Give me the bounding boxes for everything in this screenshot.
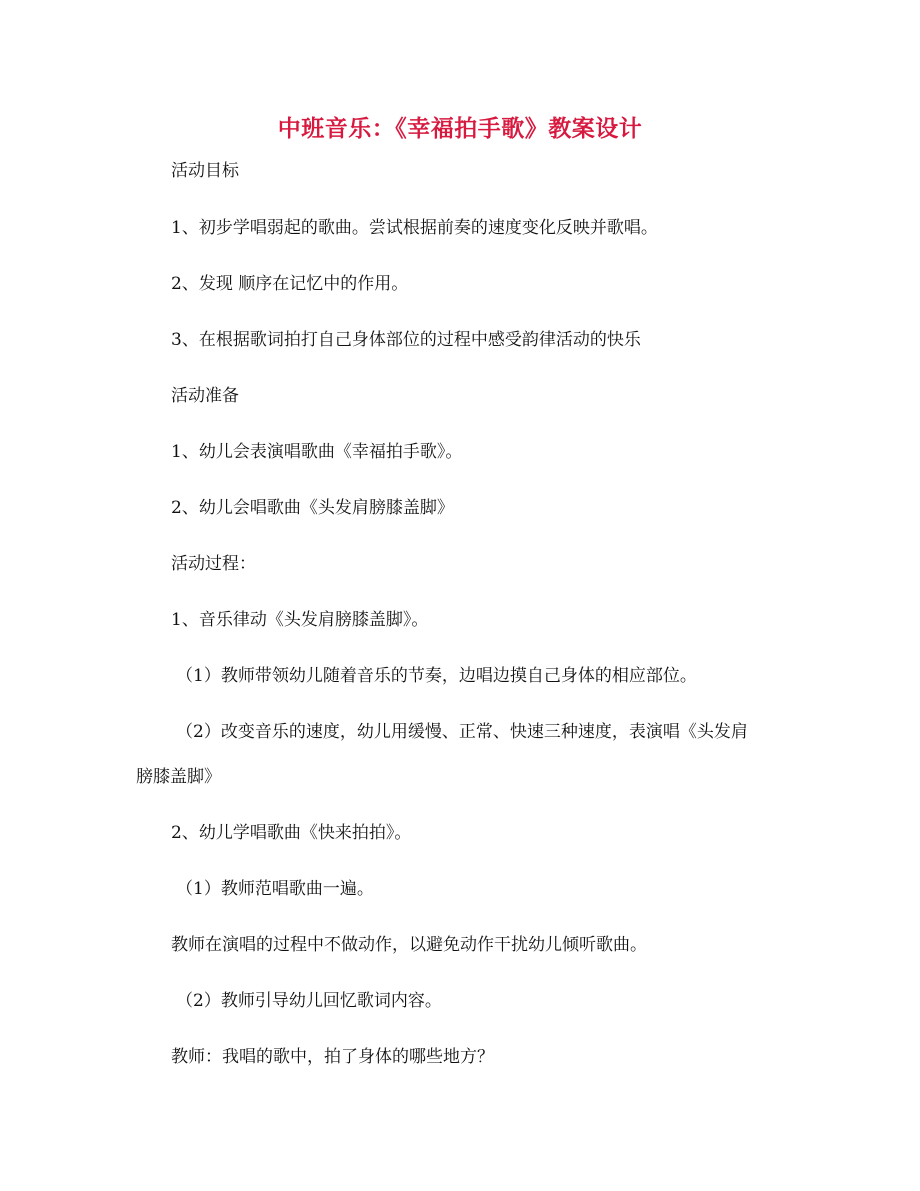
- process-substep-1-2: （2）改变音乐的速度，幼儿用缓慢、正常、快速三种速度，表演唱《头发肩: [176, 722, 748, 742]
- process-substep-2-1: （1）教师范唱歌曲一遍。: [176, 879, 374, 899]
- process-step-2: 2、幼儿学唱歌曲《快来拍拍》。: [171, 823, 412, 843]
- section-heading-goals: 活动目标: [171, 161, 239, 181]
- goal-item-3: 3、在根据歌词拍打自己身体部位的过程中感受韵律活动的快乐: [171, 330, 641, 350]
- teacher-question: 教师：我唱的歌中，拍了身体的哪些地方？: [171, 1047, 494, 1067]
- process-substep-2-2: （2）教师引导幼儿回忆歌词内容。: [176, 991, 442, 1011]
- goal-item-2: 2、发现 顺序在记忆中的作用。: [171, 274, 409, 294]
- process-substep-1-2-continued: 膀膝盖脚》: [136, 767, 221, 787]
- section-heading-process: 活动过程：: [171, 554, 256, 574]
- document-title: 中班音乐：《幸福拍手歌》教案设计: [277, 116, 643, 142]
- section-heading-preparation: 活动准备: [171, 386, 239, 406]
- preparation-item-1: 1、幼儿会表演唱歌曲《幸福拍手歌》。: [171, 442, 463, 462]
- goal-item-1: 1、初步学唱弱起的歌曲。尝试根据前奏的速度变化反映并歌唱。: [171, 218, 658, 238]
- process-step-1: 1、音乐律动《头发肩膀膝盖脚》。: [171, 610, 429, 630]
- process-note: 教师在演唱的过程中不做动作，以避免动作干扰幼儿倾听歌曲。: [171, 935, 647, 955]
- preparation-item-2: 2、幼儿会唱歌曲《头发肩膀膝盖脚》: [171, 498, 454, 518]
- process-substep-1-1: （1）教师带领幼儿随着音乐的节奏，边唱边摸自己身体的相应部位。: [176, 666, 697, 686]
